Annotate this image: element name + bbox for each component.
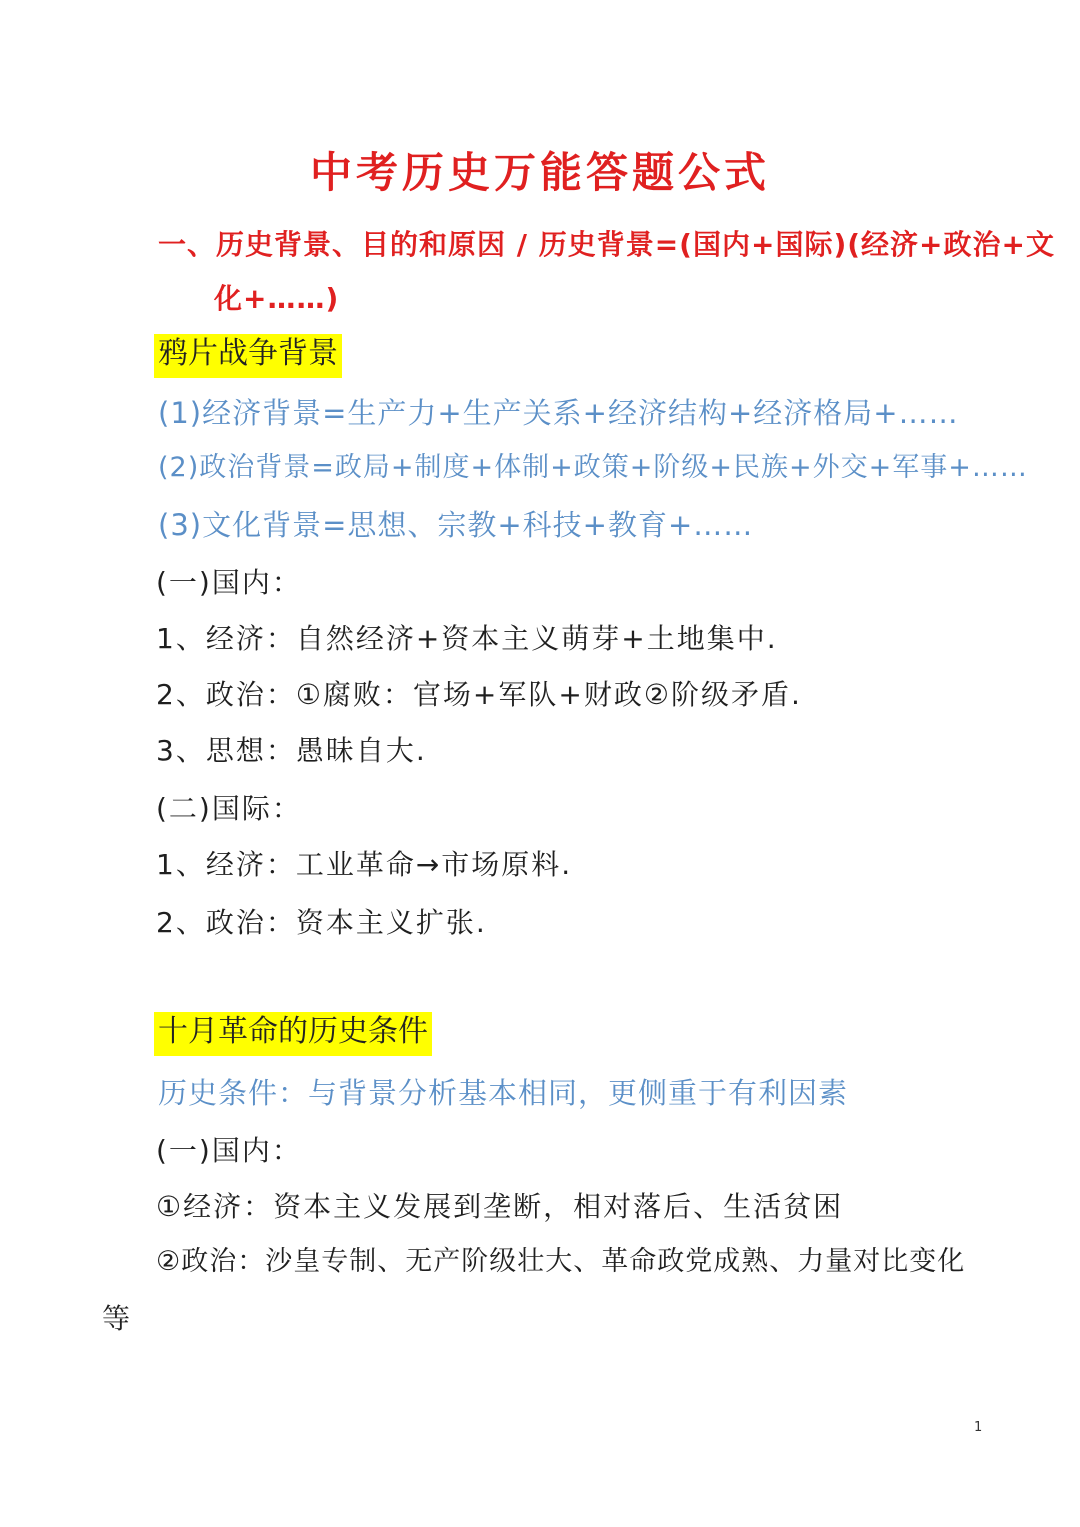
october-item-continuation: 等 bbox=[102, 1302, 133, 1335]
international-label: (二)国际： bbox=[156, 792, 302, 825]
october-item-politics: ②政治：沙皇专制、无产阶级壮大、革命政党成熟、力量对比变化 bbox=[156, 1246, 966, 1277]
international-item-politics: 2、政治：资本主义扩张. bbox=[156, 906, 487, 939]
formula-cultural: (3)文化背景=思想、宗教+科技+教育+…… bbox=[158, 508, 754, 542]
domestic-item-economy: 1、经济：自然经济+资本主义萌芽+土地集中. bbox=[156, 622, 778, 655]
formula-political: (2)政治背景=政局+制度+体制+政策+阶级+民族+外交+军事+…… bbox=[158, 452, 1028, 483]
section-heading-line-1: 一、历史背景、目的和原因 / 历史背景=(国内+国际)(经济+政治+文 bbox=[158, 228, 1055, 261]
page-title: 中考历史万能答题公式 bbox=[309, 148, 770, 197]
page-number: 1 bbox=[974, 1420, 983, 1435]
domestic-item-thought: 3、思想：愚昧自大. bbox=[156, 734, 427, 767]
october-revolution-label: 十月革命的历史条件 bbox=[154, 1012, 432, 1056]
october-item-economy: ①经济：资本主义发展到垄断，相对落后、生活贫困 bbox=[156, 1190, 844, 1223]
october-domestic-label: (一)国内： bbox=[156, 1134, 302, 1167]
formula-economic: (1)经济背景=生产力+生产关系+经济结构+经济格局+…… bbox=[158, 396, 959, 430]
domestic-label: (一)国内： bbox=[156, 566, 302, 599]
international-item-economy: 1、经济：工业革命→市场原料. bbox=[156, 848, 573, 881]
domestic-item-politics: 2、政治：①腐败：官场+军队+财政②阶级矛盾. bbox=[156, 678, 802, 711]
opium-war-label: 鸦片战争背景 bbox=[154, 334, 342, 378]
section-heading-line-2: 化+……) bbox=[214, 282, 340, 315]
formula-historical-conditions: 历史条件：与背景分析基本相同，更侧重于有利因素 bbox=[158, 1076, 849, 1110]
